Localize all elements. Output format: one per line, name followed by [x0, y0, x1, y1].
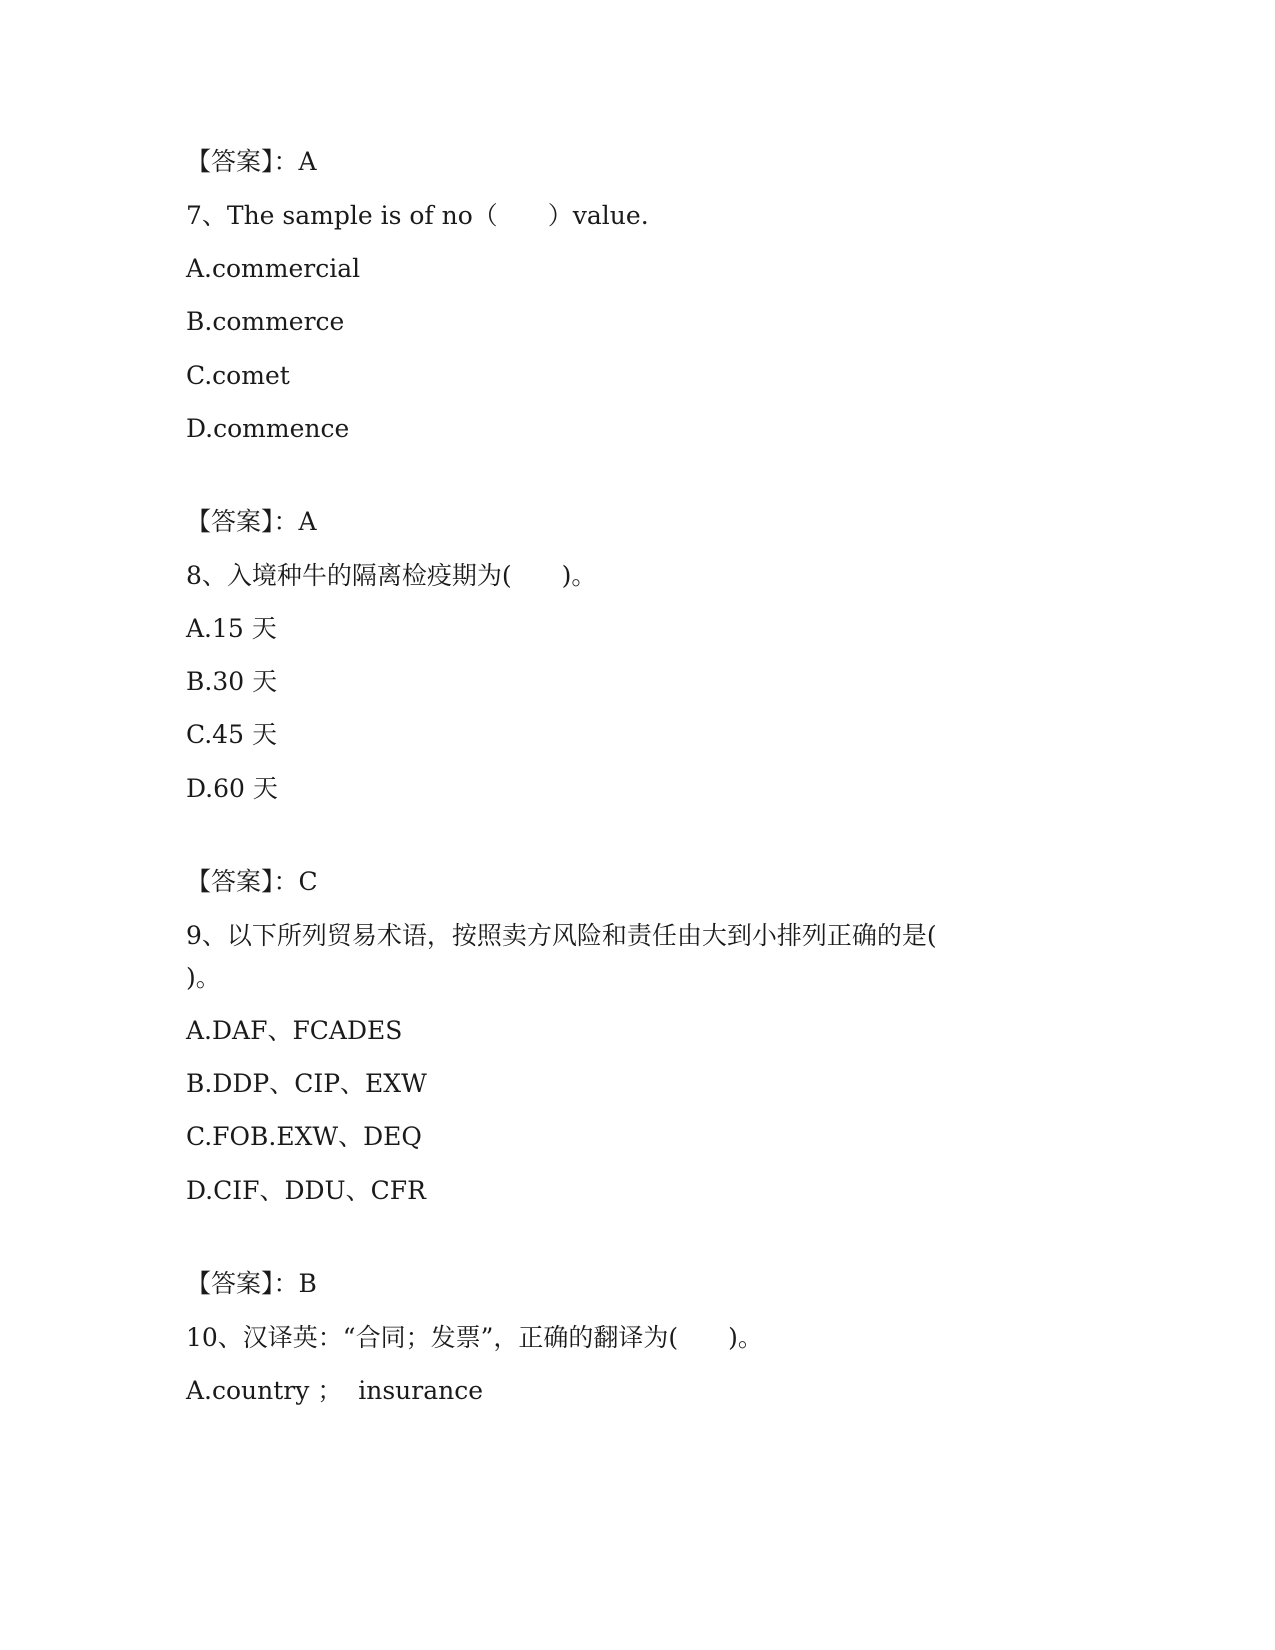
question-9-line2: )。 [186, 963, 221, 992]
option-7a: A.commercial [186, 254, 361, 283]
option-9a: A.DAF、FCADES [186, 1016, 403, 1045]
question-9-line1: 9、以下所列贸易术语，按照卖方风险和责任由大到小排列正确的是( [186, 921, 937, 950]
question-10: 10、汉译英：“合同；发票”，正确的翻译为( )。 [186, 1323, 763, 1352]
option-9c: C.FOB.EXW、DEQ [186, 1122, 422, 1151]
option-9b: B.DDP、CIP、EXW [186, 1069, 427, 1098]
answer-7: 【答案】：A [186, 507, 317, 536]
option-8c: C.45 天 [186, 720, 277, 749]
question-8: 8、入境种牛的隔离检疫期为( )。 [186, 561, 597, 590]
answer-line: 【答案】：A [186, 147, 317, 176]
option-7b: B.commerce [186, 307, 345, 336]
answer-9: 【答案】：B [186, 1269, 317, 1298]
option-10a: A.country ； insurance [186, 1376, 483, 1405]
option-8d: D.60 天 [186, 774, 278, 803]
option-8a: A.15 天 [186, 614, 277, 643]
option-9d: D.CIF、DDU、CFR [186, 1176, 426, 1205]
option-8b: B.30 天 [186, 667, 278, 696]
option-7d: D.commence [186, 414, 350, 443]
option-7c: C.comet [186, 361, 290, 390]
question-7: 7、The sample is of no（ ）value. [186, 201, 649, 230]
answer-8: 【答案】：C [186, 867, 318, 896]
